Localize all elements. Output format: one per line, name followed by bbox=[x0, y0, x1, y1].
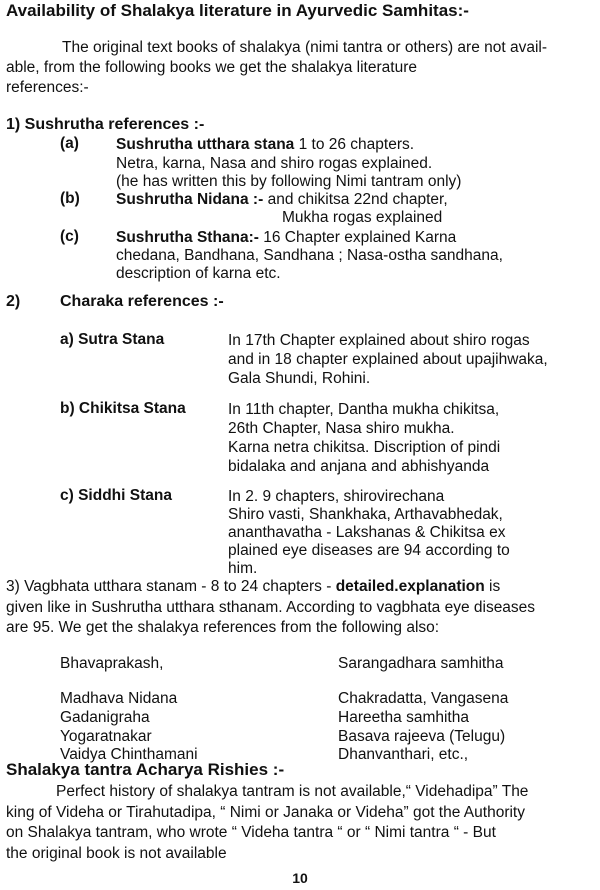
section-3-tail: is bbox=[484, 578, 501, 595]
row-siddhi-line: In 2. 9 chapters, shirovirechana bbox=[228, 488, 445, 505]
book-left: Gadanigraha bbox=[60, 709, 150, 726]
section-3-bold: detailed.explanation bbox=[335, 578, 485, 595]
item-b-marker: (b) bbox=[60, 190, 80, 207]
row-siddhi-line: Shiro vasti, Shankhaka, Arthavabhedak, bbox=[228, 506, 503, 523]
item-a-marker: (a) bbox=[60, 135, 79, 152]
row-sutra-line: Gala Shundi, Rohini. bbox=[228, 370, 371, 387]
item-c-rest: 16 Chapter explained Karna bbox=[258, 229, 457, 246]
row-siddhi-line: ananthavatha - Lakshanas & Chikitsa ex bbox=[228, 524, 506, 541]
item-a-line: (he has written this by following Nimi tantram only) bbox=[116, 173, 462, 190]
book-left: Madhava Nidana bbox=[60, 690, 178, 707]
page-number: 10 bbox=[292, 870, 308, 886]
row-chikitsa-line: Karna netra chikitsa. Discription of pindi bbox=[228, 439, 501, 456]
book-right: Chakradatta, Vangasena bbox=[338, 690, 509, 707]
row-chikitsa-line: 26th Chapter, Nasa shiro mukha. bbox=[228, 420, 455, 437]
item-c-line: description of karna etc. bbox=[116, 265, 281, 282]
item-b-line: Mukha rogas explained bbox=[282, 209, 443, 226]
item-b-rest: and chikitsa 22nd chapter, bbox=[263, 191, 448, 208]
row-sutra-label: a) Sutra Stana bbox=[60, 331, 165, 348]
book-right: Dhanvanthari, etc., bbox=[338, 746, 469, 763]
book-right: Basava rajeeva (Telugu) bbox=[338, 728, 506, 745]
intro-line-1: The original text books of shalakya (nimi tantra or others) are not avail- bbox=[62, 39, 548, 56]
intro-line-3: references:- bbox=[6, 79, 89, 96]
item-c-title: Sushrutha Sthana:- bbox=[116, 229, 259, 246]
row-sutra-line: and in 18 chapter explained about upajihwaka, bbox=[228, 351, 548, 368]
item-a-line: Netra, karna, Nasa and shiro rogas explained. bbox=[116, 155, 433, 172]
book-right: Sarangadhara samhitha bbox=[338, 655, 504, 672]
section-2-title: Charaka references :- bbox=[60, 293, 224, 310]
rishies-paragraph bbox=[6, 782, 598, 864]
page-heading: Availability of Shalakya literature in Ayurvedic Samhitas:- bbox=[6, 1, 469, 20]
section-3-paragraph bbox=[6, 577, 596, 639]
rishies-line: on Shalakya tantram, who wrote “ Videha tantra “ or “ Nimi tantra “ - But bbox=[6, 824, 496, 841]
intro-line-2: able, from the following books we get the shalakya literature bbox=[6, 59, 417, 76]
item-c-heading bbox=[116, 228, 456, 248]
row-chikitsa-line: In 11th chapter, Dantha mukha chikitsa, bbox=[228, 401, 500, 418]
section-3-lead: 3) Vagbhata utthara stanam - 8 to 24 chapters - bbox=[6, 578, 336, 595]
section-3-line-3: are 95. We get the shalakya references from the following also: bbox=[6, 619, 440, 636]
book-left: Yogaratnakar bbox=[60, 728, 152, 745]
rishies-line: king of Videha or Tirahutadipa, “ Nimi or Janaka or Videha” got the Authority bbox=[6, 803, 525, 821]
item-a-rest: 1 to 26 chapters. bbox=[294, 136, 415, 153]
item-a-title: Sushrutha utthara stana bbox=[116, 136, 295, 153]
row-chikitsa-label: b) Chikitsa Stana bbox=[60, 400, 186, 417]
rishies-line: Perfect history of shalakya tantram is not available,“ Videhadipa” The bbox=[56, 783, 529, 800]
section-heading-rishies: Shalakya tantra Acharya Rishies :- bbox=[6, 760, 285, 779]
item-b-heading bbox=[116, 190, 448, 210]
row-siddhi-line: plained eye diseases are 94 according to bbox=[228, 542, 510, 559]
rishies-line: the original book is not available bbox=[6, 844, 227, 862]
item-b-title: Sushrutha Nidana :- bbox=[116, 191, 264, 208]
row-sutra-line: In 17th Chapter explained about shiro rogas bbox=[228, 332, 530, 349]
item-a-heading bbox=[116, 135, 414, 155]
row-siddhi-line: him. bbox=[228, 560, 258, 577]
book-right: Hareetha samhitha bbox=[338, 709, 469, 726]
item-c-marker: (c) bbox=[60, 228, 79, 245]
section-3-line-2: given like in Sushrutha utthara sthanam. According to vagbhata eye diseases bbox=[6, 598, 536, 616]
item-c-line: chedana, Bandhana, Sandhana ; Nasa-ostha sandhana, bbox=[116, 247, 503, 264]
row-chikitsa-line: bidalaka and anjana and abhishyanda bbox=[228, 458, 490, 475]
book-left: Vaidya Chinthamani bbox=[60, 746, 198, 763]
book-left: Bhavaprakash, bbox=[60, 655, 164, 672]
section-1-title: 1) Sushrutha references :- bbox=[6, 116, 205, 133]
intro-paragraph bbox=[6, 38, 594, 98]
section-2-number: 2) bbox=[6, 293, 21, 310]
section-3-line-1 bbox=[6, 577, 596, 598]
row-siddhi-label: c) Siddhi Stana bbox=[60, 487, 172, 504]
